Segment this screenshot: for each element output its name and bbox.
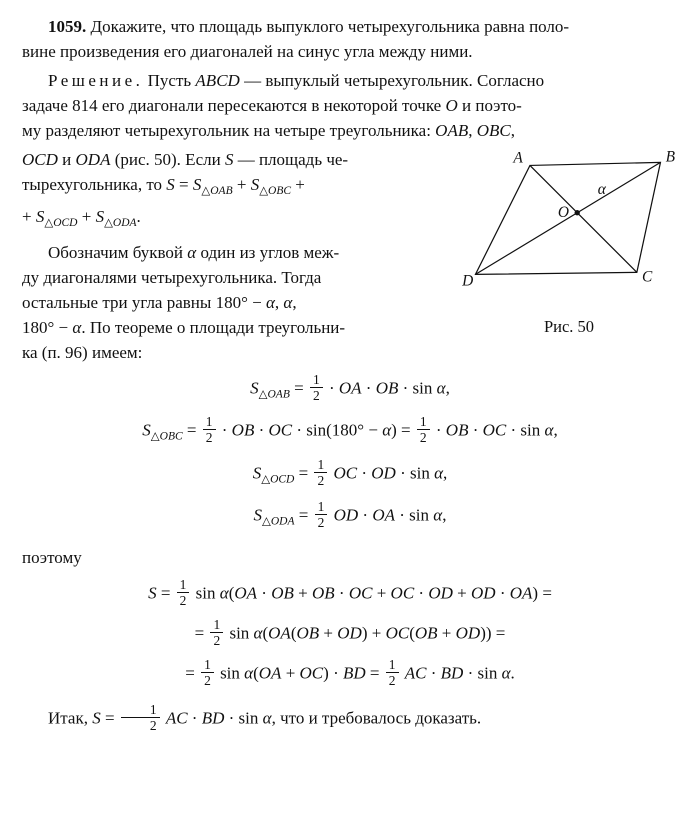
vertex-label-c: C — [641, 268, 653, 286]
point-label-o: O — [557, 203, 569, 221]
formula-sum-result: = $\frac{1}{2}$ sin α(OA + OC) · BD = $\frac{1}{2}$ AC · BD · sin α. — [185, 656, 515, 688]
formula-sum-factored: = $\frac{1}{2}$ sin α(OA(OB + OD) + OC(OB + OD)) = — [194, 616, 506, 648]
problem-statement: 1059. Докажите, что площадь выпуклого четырехугольника равна поло- вине произведения его диагоналей на синус угла между ними. — [22, 17, 570, 61]
formula-s-obc: $S_{\triangle OBC}$ = $\frac{1}{2}$ · OB · OC · sin(180° − α) = $\frac{1}{2}$ · OB · OC · sin α, — [142, 414, 558, 446]
connector-word: поэтому — [22, 547, 82, 567]
intersection-point-o — [575, 210, 580, 215]
figure-block — [460, 149, 678, 339]
vertex-label-a: A — [513, 149, 523, 167]
vertex-label-b: B — [665, 149, 676, 166]
formula-sum-expanded: S = $\frac{1}{2}$ sin α(OA · OB + OB · OC + OC · OD + OD · OA) = — [148, 576, 552, 608]
angle-label-alpha: α — [597, 181, 606, 199]
formula-s-oab: $S_{\triangle OAB}$ = $\frac{1}{2}$ · OA · OB · sin α, — [250, 372, 450, 403]
figure-quadrilateral — [460, 149, 678, 297]
solution-angles-paragraph: Обозначим буквой α один из углов меж- ду диагоналями четырехугольника. Тогда остальные три угла равны 180° − α, α, 180° − α. По теореме о площади треугольни- ка (п. 96) имеем: — [22, 243, 346, 362]
solution-intro-paragraph: Решение. Пусть ABCD — выпуклый четырехугольник. Согласно задаче 814 его диагонали пересекаются в некоторой точке O и поэто- му разделяют четырехугольник на четыре треугольника: OAB, OBC, — [22, 71, 545, 140]
diagonal-ac — [530, 165, 637, 272]
formula-s-ocd: $S_{\triangle OCD}$ = $\frac{1}{2}$ OC · OD · sin α, — [252, 456, 448, 488]
solution-continued-paragraph: OCD и ODA (рис. 50). Если S — площадь че- тырехугольника, то $S = S_{\triangle OAB} + S_{\triangle OBC}$ + + $S_{\triangle OCD} + S_{\triangle ODA}$. — [22, 150, 349, 229]
vertex-label-d: D — [462, 272, 474, 290]
figure-caption: Рис. 50 — [543, 317, 595, 336]
formula-s-oda: $S_{\triangle ODA}$ = $\frac{1}{2}$ OD · OA · sin α, — [253, 499, 447, 531]
conclusion-paragraph: Итак, S = $\frac{1}{2}$ AC · BD · sin α, что и требовалось доказать. — [48, 701, 482, 733]
